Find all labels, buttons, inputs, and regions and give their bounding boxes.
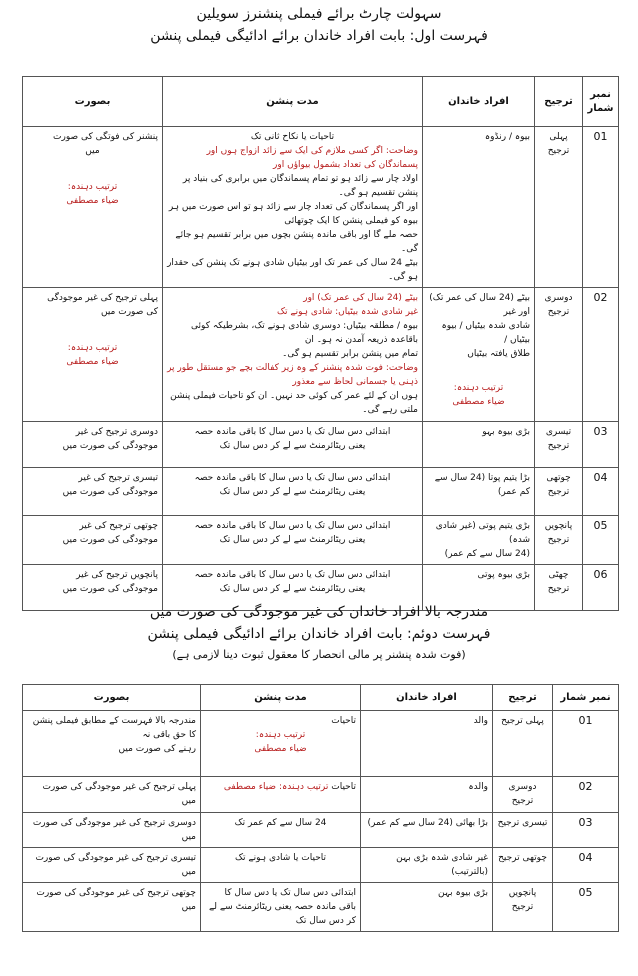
- serial-number: 01: [553, 711, 619, 777]
- serial-number: 03: [583, 422, 619, 468]
- header-condition: بصورت: [23, 685, 201, 711]
- priority: پانچویں ترجیح: [535, 516, 583, 565]
- family-pension-table-1: [22, 76, 619, 611]
- family-member: بڑا بھائی (24 سال سے کم عمر): [361, 813, 493, 848]
- list-one-title: فہرست اول: بابت افراد خاندان برائے ادائیگی فیملی پنشن: [150, 28, 488, 44]
- family-member: والدہ: [361, 777, 493, 813]
- pension-duration: ابتدائی دس سال تک یا دس سال کا باقی ماندہ حصہ یعنی ریٹائرمنٹ سے لے کر دس سال تک: [163, 422, 423, 468]
- header-family-members: افراد خاندان: [423, 77, 535, 127]
- priority: چوتھی ترجیح: [535, 468, 583, 516]
- condition: پنشنر کی فوتگی کی صورت میں ترتیب دہندہ: ضیاء مصطفی: [23, 127, 163, 288]
- condition: چوتھی ترجیح کی غیر موجودگی کی صورت میں: [23, 883, 201, 932]
- priority: دوسری ترجیح: [493, 777, 553, 813]
- pension-duration: ابتدائی دس سال تک یا دس سال کا باقی ماندہ حصہ یعنی ریٹائرمنٹ سے لے کر دس سال تک: [163, 468, 423, 516]
- table-row: [23, 422, 619, 468]
- serial-number: 01: [583, 127, 619, 288]
- condition: دوسری ترجیح کی غیر موجودگی کی صورت میں: [23, 813, 201, 848]
- family-member: بیٹے (24 سال کی عمر تک) اور غیر شادی شدہ بیٹیاں / بیوہ بیٹیاں / طلاق یافتہ بیٹیاں ترتیب دہندہ: ضیاء مصطفی: [423, 288, 535, 422]
- serial-number: 02: [583, 288, 619, 422]
- pension-duration: تاحیات یا نکاح ثانی تک وضاحت: اگر کسی ملازم کی ایک سے زائد ازواج ہوں اور پسماندگان کی تعداد بشمول بیواؤں اور اولاد چار سے زائد ہو تو تمام پسماندگان میں برابری کی بنیاد پر پنشن تقسیم ہو گی۔ اور اگر پسماندگان کی تعداد چار سے زائد ہو تو اس صورت میں ہر بیوہ کو فیملی پنشن کا ایک چوتھائی حصہ ملے گا اور باقی ماندہ پنشن بچوں میں برابر تقسیم ہو جائے گی۔ بیٹے 24 سال کی عمر تک اور بیٹیاں شادی ہونے تک پنشن کی حقدار ہو گی۔: [163, 127, 423, 288]
- pension-duration: ابتدائی دس سال تک یا دس سال کا باقی ماندہ حصہ یعنی ریٹائرمنٹ سے لے کر دس سال تک: [163, 565, 423, 611]
- pension-duration: 24 سال سے کم عمر تک: [201, 813, 361, 848]
- condition: پانچویں ترجیح کی غیر موجودگی کی صورت میں: [23, 565, 163, 611]
- condition: تیسری ترجیح کی غیر موجودگی کی صورت میں: [23, 848, 201, 883]
- pension-duration: تاحیات ترتیب دہندہ: ضیاء مصطفی: [201, 777, 361, 813]
- table-row: [23, 777, 619, 813]
- condition: چوتھی ترجیح کی غیر موجودگی کی صورت میں: [23, 516, 163, 565]
- family-pension-table-2: [22, 684, 619, 932]
- priority: پانچویں ترجیح: [493, 883, 553, 932]
- table-row: [23, 813, 619, 848]
- table-row: [23, 468, 619, 516]
- serial-number: 03: [553, 813, 619, 848]
- family-member: بڑی بیوہ بہو: [423, 422, 535, 468]
- list-two-title: فہرست دوئم: بابت افراد خاندان برائے ادائیگی فیملی پنشن: [147, 626, 491, 642]
- table-row: [23, 883, 619, 932]
- table-header-row: [23, 685, 619, 711]
- family-member: بڑی یتیم پوتی (غیر شادی شدہ) (24 سال سے کم عمر): [423, 516, 535, 565]
- document-title: سہولت چارٹ برائے فیملی پنشنرز سویلین: [196, 6, 442, 22]
- serial-number: 04: [553, 848, 619, 883]
- serial-number: 02: [553, 777, 619, 813]
- family-member: بڑا یتیم پوتا (24 سال سے کم عمر): [423, 468, 535, 516]
- section-two-title: مندرجہ بالا افراد خاندان کی غیر موجودگی کی صورت میں: [149, 604, 489, 620]
- family-member: بڑی بیوہ بہن: [361, 883, 493, 932]
- table-row: [23, 848, 619, 883]
- priority: پہلی ترجیح: [535, 127, 583, 288]
- priority: پہلی ترجیح: [493, 711, 553, 777]
- pension-duration: بیٹے (24 سال کی عمر تک) اور غیر شادی شدہ بیٹیاں: شادی ہونے تک بیوہ / مطلقہ بیٹیاں: دوسری شادی ہونے تک، بشرطیکہ کوئی باقاعدہ ذریعہ آمدن نہ ہو۔ ان تمام میں پنشن برابر تقسیم ہو گی۔ وضاحت: فوت شدہ پنشنر کے وہ زیر کفالت بچے جو مستقل طور پر ذہنی یا جسمانی لحاظ سے معذور ہوں ان کے لئے عمر کی کوئی حد نہیں۔ ان کو تاحیات فیملی پنشن ملتی رہے گی۔: [163, 288, 423, 422]
- priority: چھٹی ترجیح: [535, 565, 583, 611]
- condition: مندرجہ بالا فہرست کے مطابق فیملی پنشن کا حق باقی نہ رہنے کی صورت میں: [23, 711, 201, 777]
- family-member: بیوہ / رنڈوہ: [423, 127, 535, 288]
- condition: پہلی ترجیح کی غیر موجودگی کی صورت میں ترتیب دہندہ: ضیاء مصطفی: [23, 288, 163, 422]
- header-serial: نمبر شمار: [553, 685, 619, 711]
- header-family-members: افراد خاندان: [361, 685, 493, 711]
- list-two-note: (فوت شدہ پنشنر پر مالی انحصار کا معقول ثبوت دینا لازمی ہے): [172, 648, 466, 661]
- pension-duration: تاحیات ترتیب دہندہ: ضیاء مصطفی: [201, 711, 361, 777]
- table-row: [23, 516, 619, 565]
- serial-number: 04: [583, 468, 619, 516]
- table-row: [23, 288, 619, 422]
- table-header-row: [23, 77, 619, 127]
- family-member: والد: [361, 711, 493, 777]
- condition: تیسری ترجیح کی غیر موجودگی کی صورت میں: [23, 468, 163, 516]
- pension-duration: ابتدائی دس سال تک یا دس سال کا باقی ماندہ حصہ یعنی ریٹائرمنٹ سے لے کر دس سال تک: [163, 516, 423, 565]
- table-row: [23, 127, 619, 288]
- header-priority: ترجیح: [535, 77, 583, 127]
- family-member: غیر شادی شدہ بڑی بہن (بالترتیب): [361, 848, 493, 883]
- header-serial: نمبر شمار: [583, 77, 619, 127]
- serial-number: 05: [583, 516, 619, 565]
- condition: دوسری ترجیح کی غیر موجودگی کی صورت میں: [23, 422, 163, 468]
- pension-duration: تاحیات یا شادی ہونے تک: [201, 848, 361, 883]
- header-pension-duration: مدت پنشن: [163, 77, 423, 127]
- priority: تیسری ترجیح: [493, 813, 553, 848]
- header-condition: بصورت: [23, 77, 163, 127]
- table-row: [23, 711, 619, 777]
- serial-number: 06: [583, 565, 619, 611]
- header-priority: ترجیح: [493, 685, 553, 711]
- priority: دوسری ترجیح: [535, 288, 583, 422]
- serial-number: 05: [553, 883, 619, 932]
- condition: پہلی ترجیح کی غیر موجودگی کی صورت میں: [23, 777, 201, 813]
- priority: تیسری ترجیح: [535, 422, 583, 468]
- family-member: بڑی بیوہ پوتی: [423, 565, 535, 611]
- pension-duration: ابتدائی دس سال تک یا دس سال کا باقی ماندہ حصہ یعنی ریٹائرمنٹ سے لے کر دس سال تک: [201, 883, 361, 932]
- priority: چوتھی ترجیح: [493, 848, 553, 883]
- header-pension-duration: مدت پنشن: [201, 685, 361, 711]
